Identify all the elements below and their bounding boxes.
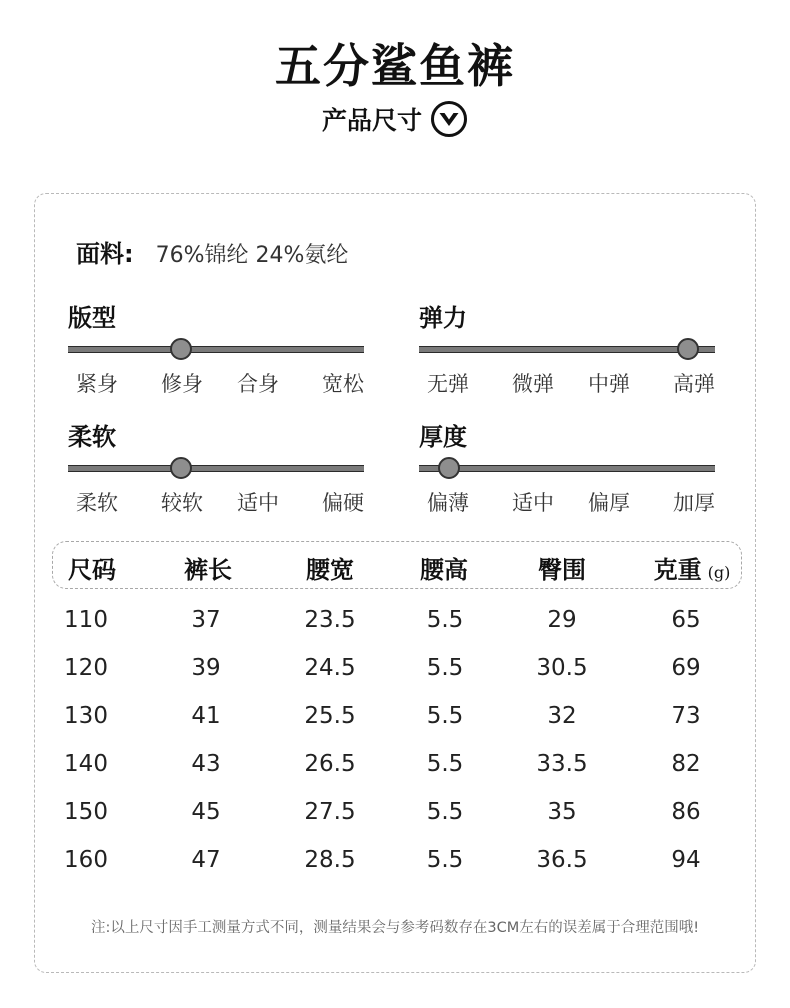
scale-option: 较软	[161, 491, 203, 515]
table-cell: 26.5	[304, 751, 356, 777]
softness-scale	[68, 421, 364, 515]
subtitle-text: 产品尺寸	[321, 106, 422, 135]
fabric-value: 76%锦纶 24%氨纶	[155, 243, 349, 268]
fit-scale	[68, 302, 364, 396]
scale-option: 宽松	[322, 372, 364, 396]
table-cell: 29	[547, 607, 577, 633]
table-cell: 110	[64, 607, 108, 633]
scale-option: 适中	[237, 491, 279, 515]
table-cell: 35	[547, 799, 577, 825]
table-cell: 45	[191, 799, 221, 825]
table-cell: 36.5	[536, 847, 588, 873]
table-cell: 37	[191, 607, 221, 633]
fabric-row	[76, 234, 348, 269]
table-cell: 82	[671, 751, 701, 777]
table-cell: 94	[671, 847, 701, 873]
scale-option: 柔软	[76, 491, 118, 515]
header-size: 尺码	[68, 556, 116, 584]
table-cell: 65	[671, 607, 701, 633]
scale-option: 合身	[237, 372, 279, 396]
table-cell: 28.5	[304, 847, 356, 873]
fit-scale-track	[68, 346, 364, 353]
scale-option: 偏厚	[588, 491, 630, 515]
elasticity-scale-track	[419, 346, 715, 353]
table-cell: 41	[191, 703, 221, 729]
elasticity-scale-title: 弹力	[419, 304, 467, 332]
elasticity-scale-knob	[677, 338, 699, 360]
table-cell: 5.5	[426, 607, 464, 633]
table-cell: 5.5	[426, 655, 464, 681]
header-weight	[654, 550, 731, 585]
table-cell: 160	[64, 847, 108, 873]
header-weight-label: 克重	[653, 556, 702, 584]
scale-option: 中弹	[588, 372, 630, 396]
section-subtitle	[0, 100, 790, 138]
table-cell: 5.5	[426, 703, 464, 729]
fabric-label: 面料:	[76, 240, 134, 268]
softness-scale-track	[68, 465, 364, 472]
table-cell: 5.5	[426, 799, 464, 825]
table-cell: 73	[671, 703, 701, 729]
table-cell: 24.5	[304, 655, 356, 681]
elasticity-scale	[419, 302, 715, 396]
thickness-scale-track	[419, 465, 715, 472]
table-cell: 23.5	[304, 607, 356, 633]
table-cell: 150	[64, 799, 108, 825]
table-cell: 47	[191, 847, 221, 873]
table-cell: 130	[64, 703, 108, 729]
table-cell: 27.5	[304, 799, 356, 825]
table-cell: 33.5	[536, 751, 588, 777]
fit-scale-title: 版型	[68, 304, 116, 332]
scale-option: 适中	[512, 491, 554, 515]
softness-scale-title: 柔软	[68, 423, 116, 451]
table-cell: 32	[547, 703, 577, 729]
scale-option: 偏硬	[322, 491, 364, 515]
table-cell: 30.5	[536, 655, 588, 681]
chevron-down-circle-icon	[430, 100, 468, 138]
fit-scale-knob	[170, 338, 192, 360]
header-length: 裤长	[184, 556, 232, 584]
scale-option: 紧身	[76, 372, 118, 396]
thickness-scale-title: 厚度	[419, 423, 467, 451]
table-cell: 140	[64, 751, 108, 777]
header-waist-width: 腰宽	[306, 556, 354, 584]
scale-option: 加厚	[673, 491, 715, 515]
measurement-note: 注:以上尺寸因手工测量方式不同，测量结果会与参考码数存在3CM左右的误差属于合理范围哦!	[90, 920, 700, 936]
header-hip: 臀围	[538, 556, 586, 584]
header-weight-unit: (g)	[707, 563, 731, 582]
table-cell: 69	[671, 655, 701, 681]
thickness-scale	[419, 421, 715, 515]
table-cell: 39	[191, 655, 221, 681]
scale-option: 无弹	[427, 372, 469, 396]
scale-option: 偏薄	[427, 491, 469, 515]
scale-option: 微弹	[512, 372, 554, 396]
page-title: 五分鲨鱼裤	[275, 39, 515, 93]
scale-option: 高弹	[673, 372, 715, 396]
table-cell: 86	[671, 799, 701, 825]
size-table-header	[52, 541, 742, 589]
softness-scale-knob	[170, 457, 192, 479]
table-cell: 5.5	[426, 847, 464, 873]
scale-option: 修身	[161, 372, 203, 396]
thickness-scale-knob	[438, 457, 460, 479]
table-cell: 43	[191, 751, 221, 777]
table-cell: 120	[64, 655, 108, 681]
table-cell: 5.5	[426, 751, 464, 777]
table-cell: 25.5	[304, 703, 356, 729]
header-waist-height: 腰高	[420, 556, 468, 584]
